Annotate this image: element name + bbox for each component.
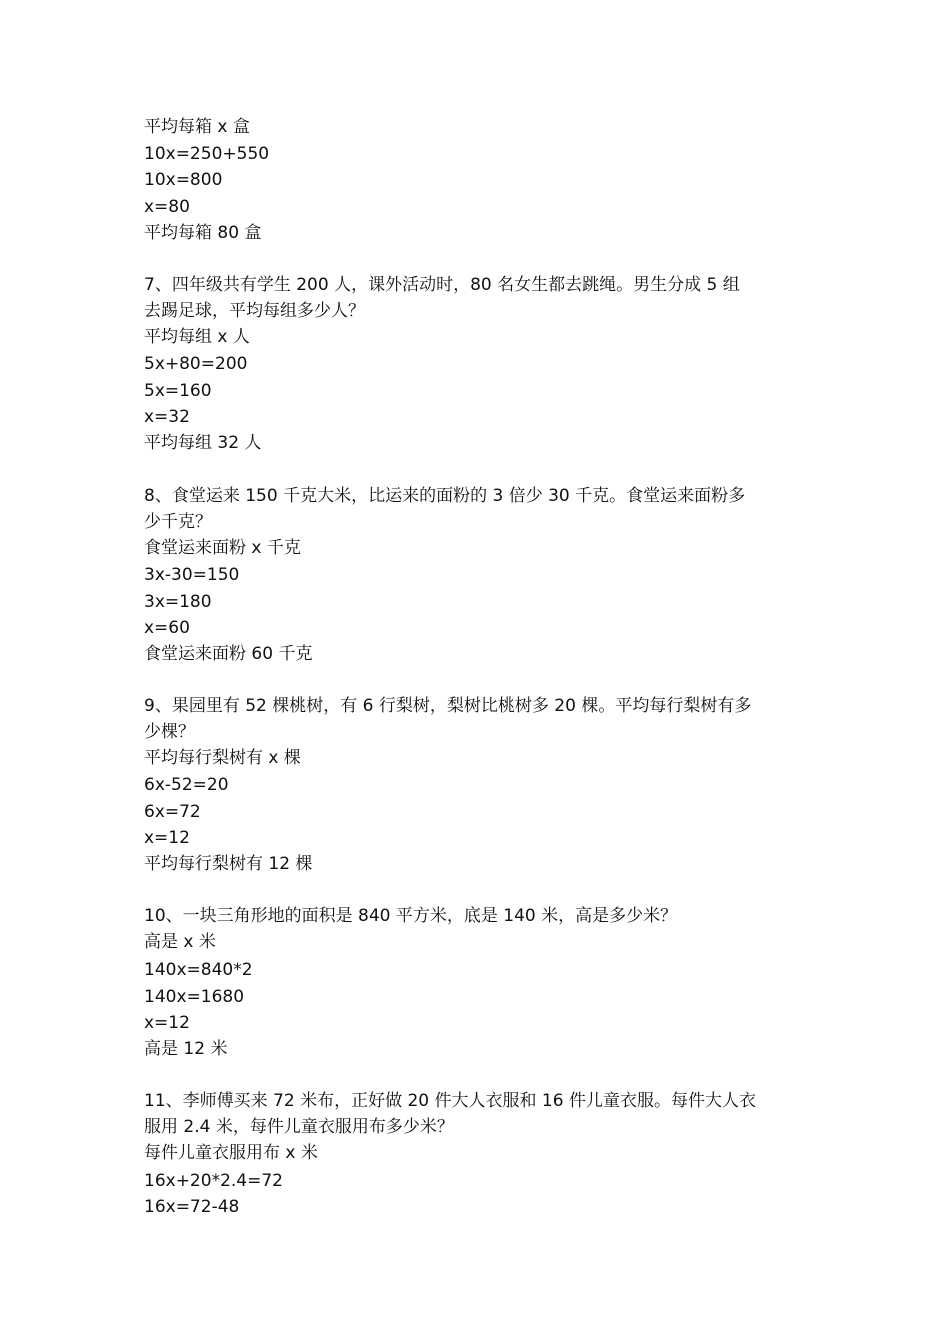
equation-line: x=12 bbox=[144, 828, 190, 848]
equation-line: 6x=72 bbox=[144, 802, 201, 822]
problem-11-text-line-2: 服用 2.4 米，每件儿童衣服用布多少米？ bbox=[144, 1117, 454, 1137]
equation-line: 10x=250+550 bbox=[144, 144, 270, 164]
problem-8-text-line-1: 8、食堂运来 150 千克大米，比运来的面粉的 3 倍少 30 千克。食堂运来面粉多 bbox=[144, 486, 746, 506]
equation-line: 6x-52=20 bbox=[144, 775, 229, 795]
answer-setup-line: 高是 x 米 bbox=[144, 932, 216, 952]
answer-line: 平均每行梨树有 12 棵 bbox=[144, 854, 313, 874]
answer-line: 平均每箱 80 盒 bbox=[144, 223, 262, 243]
equation-line: x=60 bbox=[144, 618, 190, 638]
answer-setup-line: 平均每箱 x 盒 bbox=[144, 117, 250, 137]
problem-10-text: 10、一块三角形地的面积是 840 平方米，底是 140 米，高是多少米？ bbox=[144, 906, 678, 926]
equation-line: x=32 bbox=[144, 407, 190, 427]
equation-line: x=80 bbox=[144, 197, 190, 217]
answer-setup-line: 平均每行梨树有 x 棵 bbox=[144, 748, 301, 768]
equation-line: 16x=72-48 bbox=[144, 1197, 240, 1217]
answer-setup-line: 平均每组 x 人 bbox=[144, 327, 250, 347]
problem-9-text-line-1: 9、果园里有 52 棵桃树，有 6 行梨树，梨树比桃树多 20 棵。平均每行梨树有多 bbox=[144, 696, 752, 716]
equation-line: 140x=1680 bbox=[144, 987, 245, 1007]
equation-line: 140x=840*2 bbox=[144, 960, 253, 980]
equation-line: 16x+20*2.4=72 bbox=[144, 1171, 283, 1191]
equation-line: 3x=180 bbox=[144, 592, 212, 612]
problem-9-text-line-2: 少棵？ bbox=[144, 722, 195, 742]
problem-8-text-line-2: 少千克？ bbox=[144, 512, 212, 532]
answer-setup-line: 每件儿童衣服用布 x 米 bbox=[144, 1143, 318, 1163]
equation-line: 10x=800 bbox=[144, 170, 223, 190]
equation-line: 3x-30=150 bbox=[144, 565, 240, 585]
answer-line: 平均每组 32 人 bbox=[144, 433, 262, 453]
answer-line: 高是 12 米 bbox=[144, 1039, 228, 1059]
problem-11-text-line-1: 11、李师傅买来 72 米布，正好做 20 件大人衣服和 16 件儿童衣服。每件大人衣 bbox=[144, 1091, 756, 1111]
answer-setup-line: 食堂运来面粉 x 千克 bbox=[144, 538, 301, 558]
equation-line: 5x=160 bbox=[144, 381, 212, 401]
problem-7-text-line-1: 7、四年级共有学生 200 人，课外活动时，80 名女生都去跳绳。男生分成 5 组 bbox=[144, 275, 740, 295]
equation-line: x=12 bbox=[144, 1013, 190, 1033]
equation-line: 5x+80=200 bbox=[144, 354, 248, 374]
problem-7-text-line-2: 去踢足球，平均每组多少人？ bbox=[144, 301, 365, 321]
answer-line: 食堂运来面粉 60 千克 bbox=[144, 644, 313, 664]
